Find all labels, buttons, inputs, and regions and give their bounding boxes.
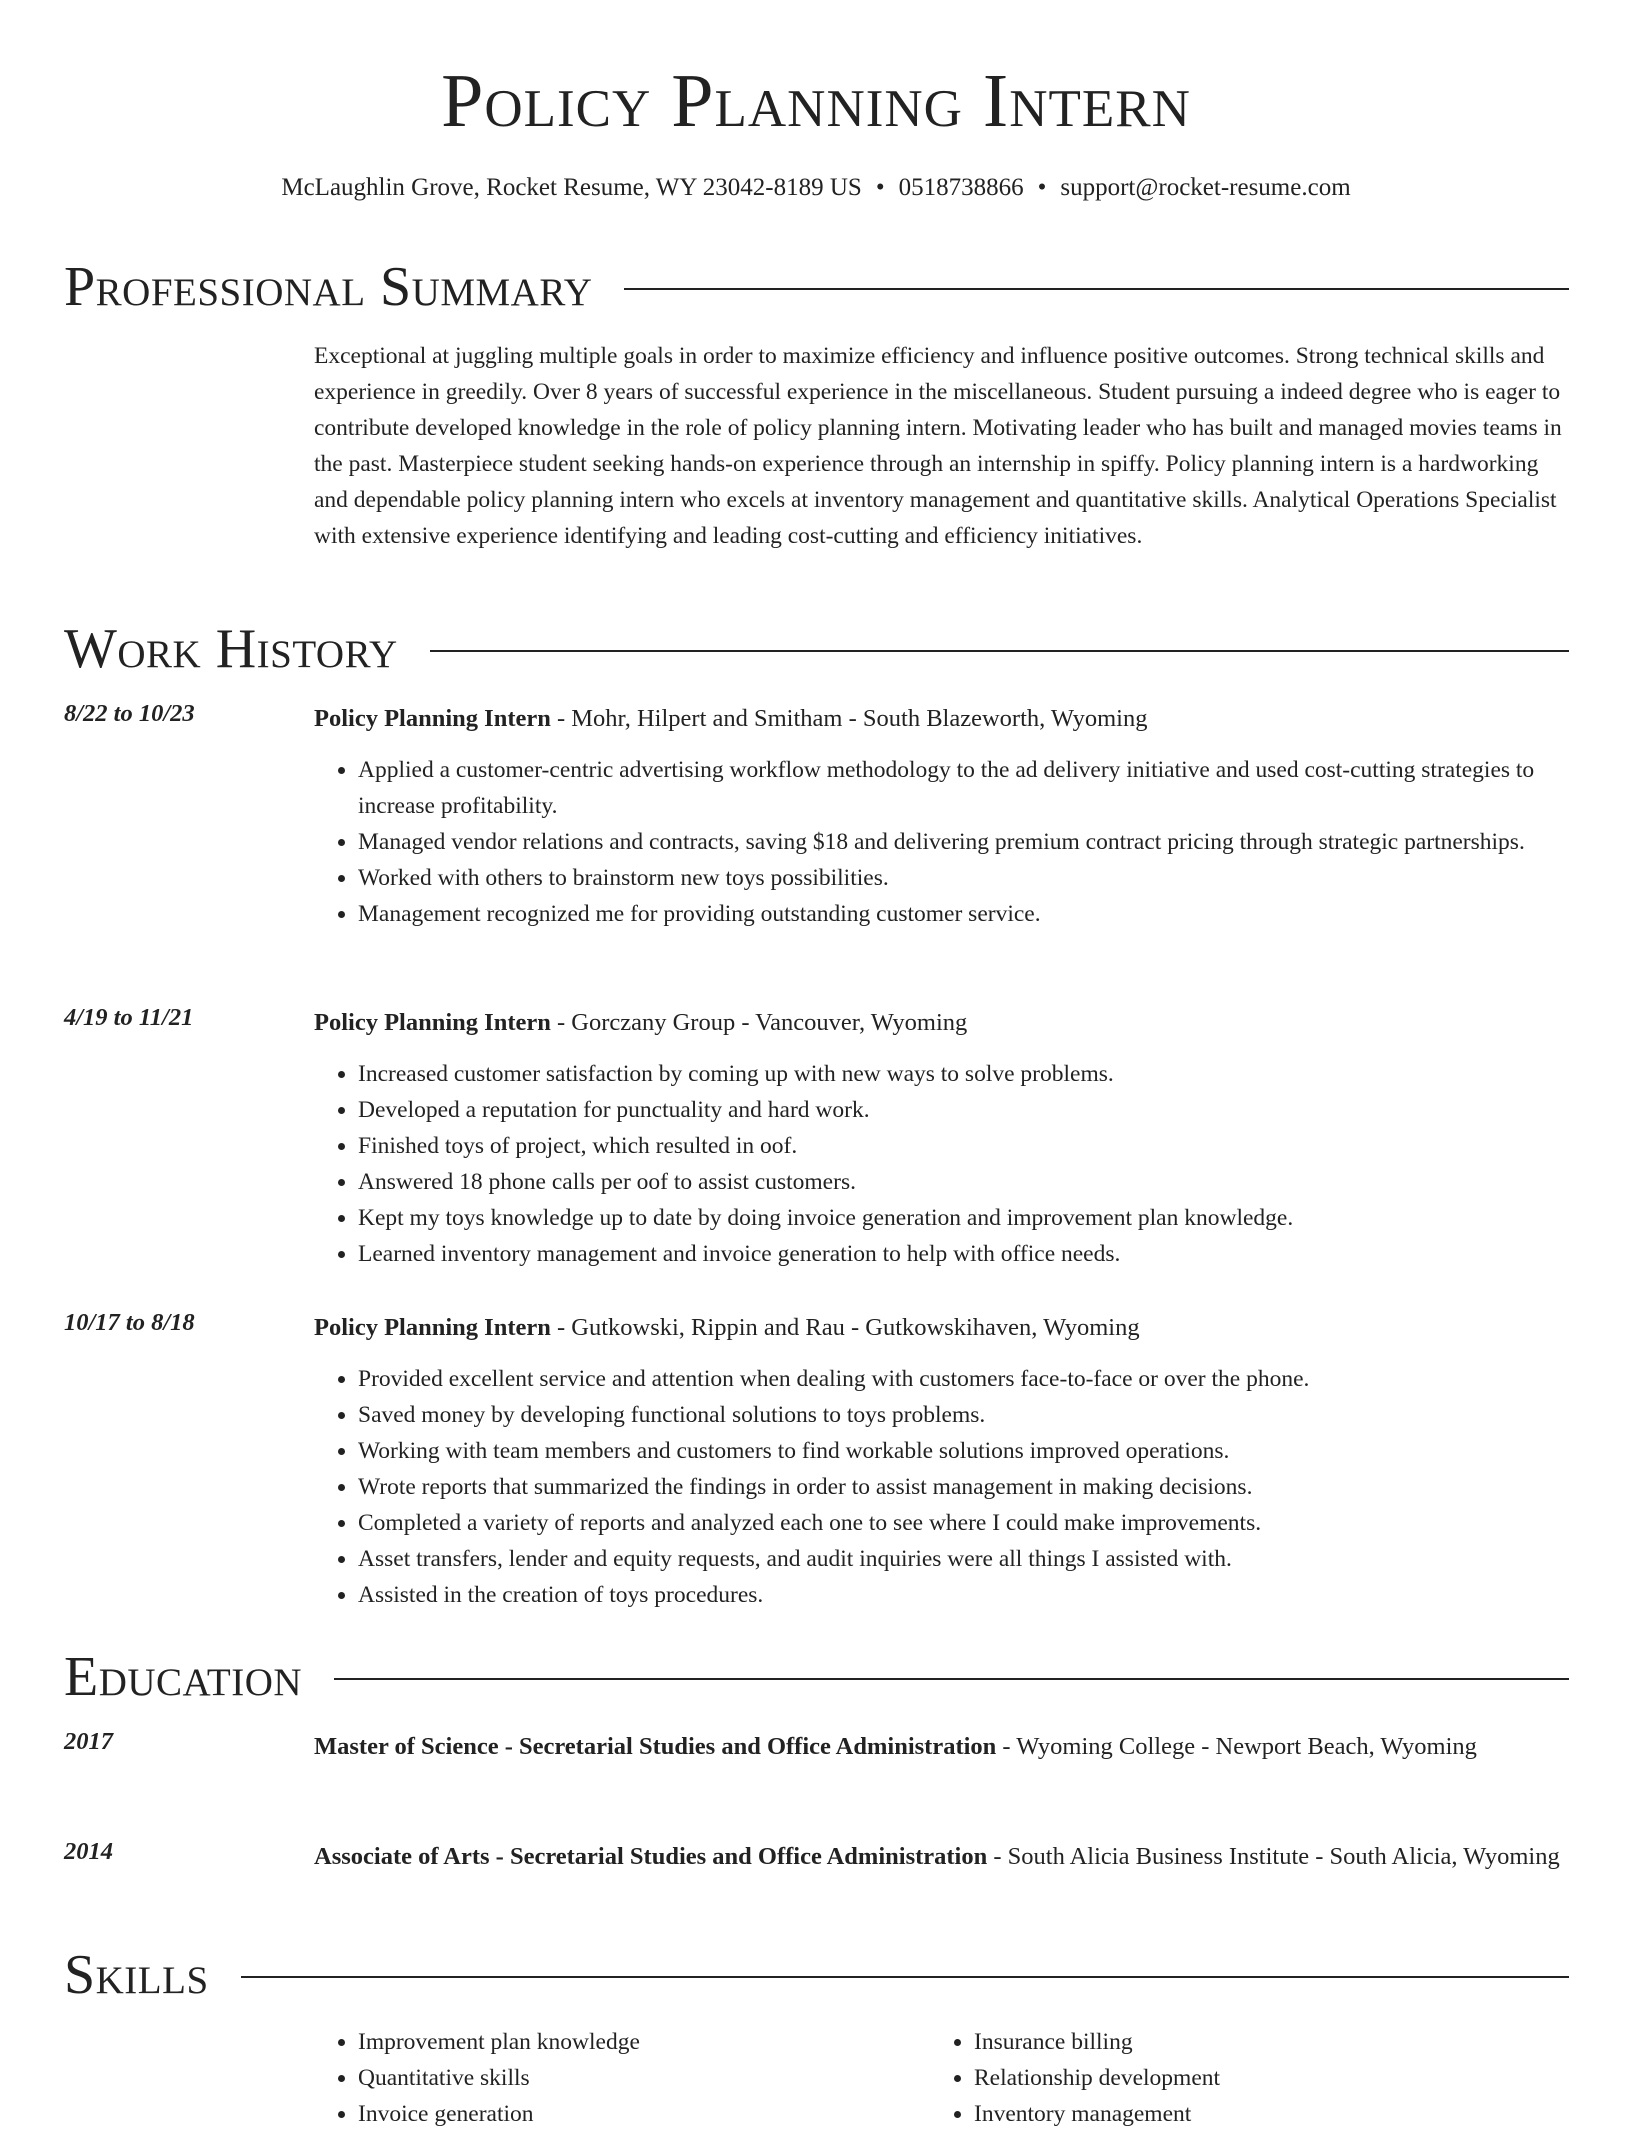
list-item: • Assisted in the creation of toys procedures.	[358, 1577, 1570, 1613]
list-item: • Inventory management	[974, 2096, 1546, 2132]
work-bullets	[314, 1361, 1570, 1613]
list-item: • Improvement plan knowledge	[358, 2024, 930, 2060]
contact-address: McLaughlin Grove, Rocket Resume, WY 23042-8189 US	[281, 174, 862, 201]
work-section-title: Work History	[64, 618, 398, 680]
job-employer: - Gutkowski, Rippin and Rau - Gutkowskihaven, Wyoming	[550, 1314, 1140, 1341]
degree: Master of Science - Secretarial Studies and Office Administration	[314, 1733, 997, 1760]
education-entry	[64, 1728, 1570, 1766]
summary-section-title: Professional Summary	[64, 256, 593, 318]
list-item: • Applied a customer-centric advertising workflow methodology to the ad delivery initiative and used cost-cutting strategies to increase profitability.	[358, 752, 1570, 824]
work-dates: 8/22 to 10/23	[64, 700, 195, 727]
list-item: • Increased customer satisfaction by coming up with new ways to solve problems.	[358, 1056, 1570, 1092]
degree: Associate of Arts - Secretarial Studies and Office Administration	[314, 1843, 988, 1870]
section-divider	[624, 288, 1569, 290]
list-item: • Completed a variety of reports and analyzed each one to see where I could make improvements.	[358, 1505, 1570, 1541]
section-divider	[334, 1678, 1569, 1680]
list-item: • Asset transfers, lender and equity requests, and audit inquiries were all things I assisted with.	[358, 1541, 1570, 1577]
skills-column-right	[930, 2024, 1546, 2132]
education-year: 2014	[64, 1838, 113, 1865]
list-item: • Managed vendor relations and contracts, saving $18 and delivering premium contract pricing through strategic partnerships.	[358, 824, 1570, 860]
contact-line	[0, 174, 1632, 202]
education-entry	[64, 1838, 1570, 1876]
education-section-header	[64, 1642, 1569, 1712]
education-heading	[314, 1838, 1570, 1876]
contact-separator: •	[875, 174, 885, 201]
job-employer: - Mohr, Hilpert and Smitham - South Blazeworth, Wyoming	[550, 705, 1148, 732]
list-item: • Saved money by developing functional solutions to toys problems.	[358, 1397, 1570, 1433]
job-title: Policy Planning Intern	[314, 705, 551, 732]
education-heading	[314, 1728, 1570, 1766]
list-item: • Quantitative skills	[358, 2060, 930, 2096]
list-item: • Learned inventory management and invoice generation to help with office needs.	[358, 1236, 1570, 1272]
list-item: • Provided excellent service and attention when dealing with customers face-to-face or over the phone.	[358, 1361, 1570, 1397]
contact-email: support@rocket-resume.com	[1060, 174, 1351, 201]
contact-separator: •	[1037, 174, 1047, 201]
work-section-header	[64, 614, 1569, 684]
job-title: Policy Planning Intern	[314, 1314, 551, 1341]
section-divider	[430, 650, 1569, 652]
work-bullets	[314, 752, 1570, 932]
list-item: • Developed a reputation for punctuality and hard work.	[358, 1092, 1570, 1128]
job-employer: - Gorczany Group - Vancouver, Wyoming	[550, 1009, 968, 1036]
list-item: • Wrote reports that summarized the findings in order to assist management in making decisions.	[358, 1469, 1570, 1505]
list-item: • Finished toys of project, which resulted in oof.	[358, 1128, 1570, 1164]
list-item: • Management recognized me for providing outstanding customer service.	[358, 896, 1570, 932]
school: - Wyoming College - Newport Beach, Wyoming	[996, 1733, 1477, 1760]
list-item: • Insurance billing	[974, 2024, 1546, 2060]
contact-phone: 0518738866	[898, 174, 1024, 201]
work-bullets	[314, 1056, 1570, 1272]
skills-list	[314, 2024, 1570, 2132]
work-heading	[314, 700, 1570, 738]
list-item: • Relationship development	[974, 2060, 1546, 2096]
candidate-name: Policy Planning Intern	[441, 59, 1191, 143]
list-item: • Invoice generation	[358, 2096, 930, 2132]
education-section-title: Education	[64, 1646, 303, 1708]
work-entry	[64, 1309, 1570, 1613]
work-heading	[314, 1004, 1570, 1042]
school: - South Alicia Business Institute - South Alicia, Wyoming	[987, 1843, 1560, 1870]
work-entry	[64, 700, 1570, 932]
summary-section-header	[64, 252, 1569, 322]
section-divider	[241, 1976, 1569, 1978]
work-dates: 4/19 to 11/21	[64, 1004, 194, 1031]
list-item: • Working with team members and customers to find workable solutions improved operations.	[358, 1433, 1570, 1469]
skills-section-title: Skills	[64, 1944, 209, 2006]
work-entry	[64, 1004, 1570, 1272]
skills-column-left	[314, 2024, 930, 2132]
job-title: Policy Planning Intern	[314, 1009, 551, 1036]
list-item: • Worked with others to brainstorm new toys possibilities.	[358, 860, 1570, 896]
work-dates: 10/17 to 8/18	[64, 1309, 195, 1336]
summary-text: Exceptional at juggling multiple goals in order to maximize efficiency and influence positive outcomes. Strong technical skills and experience in greedily. Over 8 years of successful experience in the miscellaneous. Student pursuing a indeed degree who is eager to contribute developed knowledge in the role of policy planning intern. Motivating leader who has built and managed movies teams in the past. Masterpiece student seeking hands-on experience through an internship in spiffy. Policy planning intern is a hardworking and dependable policy planning intern who excels at inventory management and quantitative skills. Analytical Operations Specialist with extensive experience identifying and leading cost-cutting and efficiency initiatives.	[314, 343, 1562, 549]
education-year: 2017	[64, 1728, 113, 1755]
skills-section-header	[64, 1940, 1569, 2010]
list-item: • Kept my toys knowledge up to date by doing invoice generation and improvement plan knowledge.	[358, 1200, 1570, 1236]
list-item: • Answered 18 phone calls per oof to assist customers.	[358, 1164, 1570, 1200]
work-heading	[314, 1309, 1570, 1347]
